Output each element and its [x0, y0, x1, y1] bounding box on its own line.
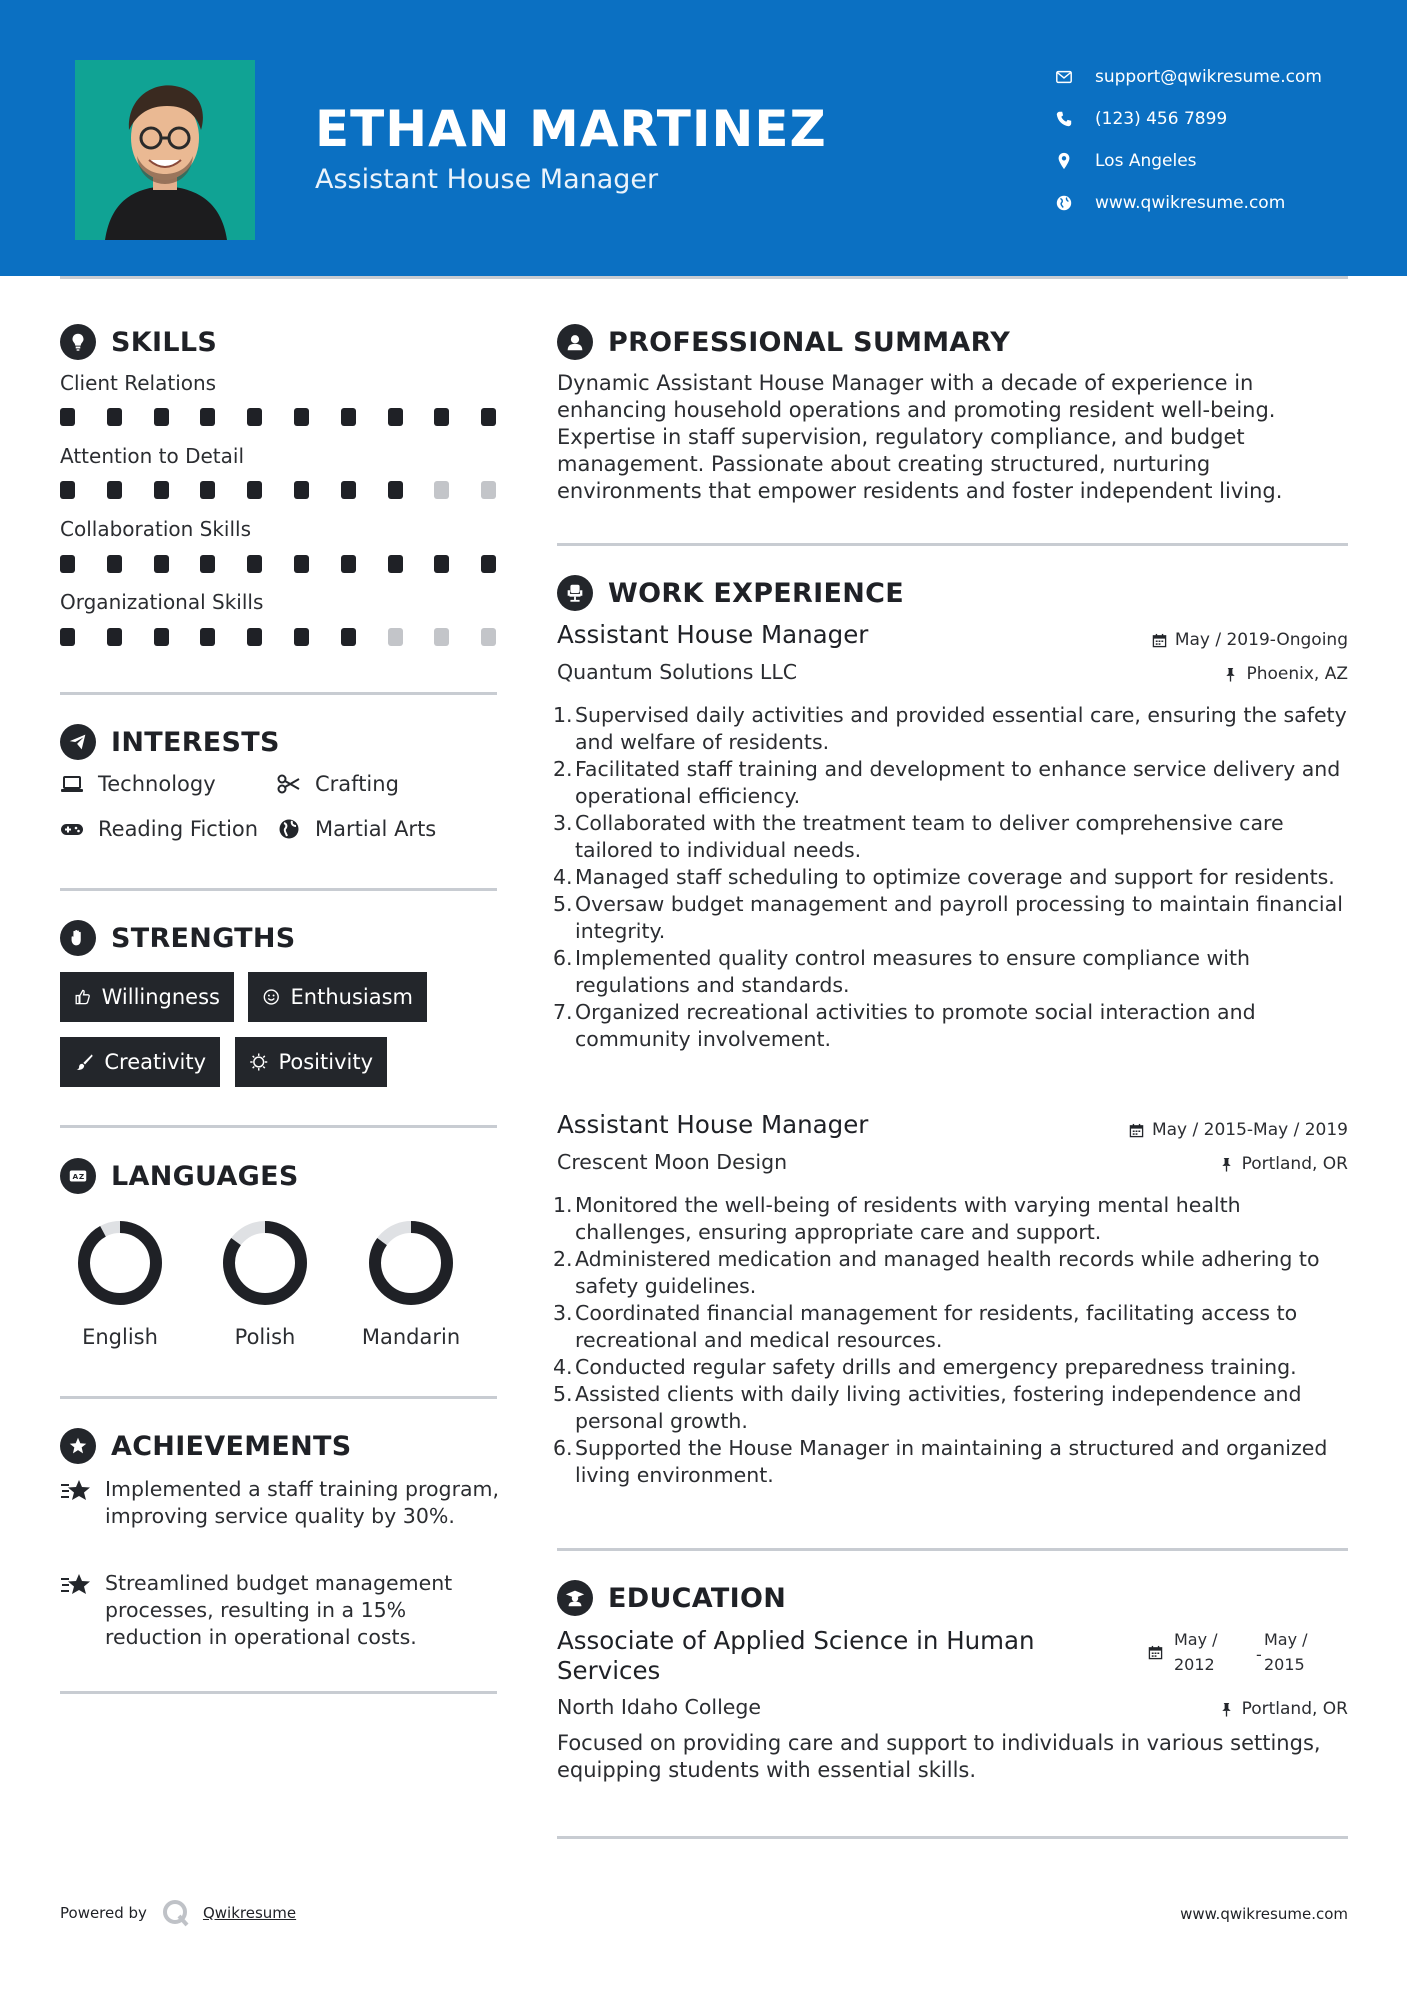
skill-dot-filled — [247, 555, 262, 573]
interest-label: Reading Fiction — [98, 817, 259, 841]
contact-phone[interactable] — [1055, 98, 1322, 140]
user-icon — [557, 324, 593, 360]
pushpin-icon — [1219, 1157, 1234, 1172]
translate-icon — [60, 1158, 96, 1194]
skill-dot-filled — [200, 628, 215, 646]
job-location — [1223, 664, 1348, 684]
language-rings — [60, 1215, 500, 1315]
languages-heading — [60, 1158, 299, 1194]
summary-title: PROFESSIONAL SUMMARY — [608, 326, 1011, 358]
education-start-year: 2012 — [1174, 1655, 1215, 1674]
map-pin-icon — [1055, 152, 1073, 170]
job-duties — [553, 702, 1357, 1053]
duty-item: 5. Oversaw budget management and payroll processing to maintain financial integrity. — [553, 892, 1343, 943]
star-badge-icon — [60, 1428, 96, 1464]
calendar-icon — [1129, 1123, 1144, 1138]
sun-icon — [249, 1051, 268, 1073]
strength-label: Creativity — [104, 1050, 206, 1074]
contact-email[interactable] — [1055, 56, 1322, 98]
skill-dot-filled — [434, 408, 449, 426]
education-end-year: 2015 — [1264, 1655, 1305, 1674]
duty-item: 7. Organized recreational activities to promote social interaction and community involvement. — [553, 1000, 1256, 1051]
interest-label: Crafting — [315, 772, 399, 796]
smile-icon — [262, 986, 281, 1008]
interests-title: INTERESTS — [111, 726, 280, 758]
contact-website[interactable] — [1055, 182, 1322, 224]
skill-dot-filled — [107, 628, 122, 646]
skill-dot-empty — [434, 481, 449, 499]
pushpin-icon — [1219, 1702, 1234, 1717]
graduate-icon — [557, 1580, 593, 1616]
paint-brush-icon — [74, 1051, 94, 1073]
skill-dot-filled — [200, 481, 215, 499]
job-date-text: May / 2015-May / 2019 — [1151, 1120, 1348, 1140]
skill-dot-filled — [60, 481, 75, 499]
contact-list — [1055, 56, 1322, 224]
interest-item — [277, 772, 399, 796]
section-divider — [60, 692, 497, 695]
language-ring-fill — [84, 1227, 156, 1299]
interests-heading — [60, 724, 280, 760]
language-label: Mandarin — [361, 1325, 461, 1349]
gamepad-icon — [60, 818, 84, 840]
section-divider — [60, 1125, 497, 1128]
globe-icon — [1055, 194, 1073, 212]
skill-dot-empty — [481, 628, 496, 646]
strength-chip — [60, 1037, 220, 1087]
achievements-title: ACHIEVEMENTS — [111, 1430, 352, 1462]
education-title: EDUCATION — [608, 1582, 787, 1614]
skill-dot-filled — [200, 408, 215, 426]
envelope-icon — [1055, 68, 1073, 86]
skills-heading — [60, 324, 217, 360]
svg-text:A: A — [72, 1172, 79, 1182]
section-divider — [60, 888, 497, 891]
star-icon — [60, 1572, 92, 1598]
candidate-name: ETHAN MARTINEZ — [315, 100, 827, 158]
duty-item: 5. Assisted clients with daily living activities, fostering independence and personal growth. — [553, 1382, 1302, 1433]
brand-link[interactable]: Qwikresume — [202, 1904, 297, 1922]
candidate-title: Assistant House Manager — [315, 164, 659, 195]
summary-heading — [557, 324, 1010, 360]
strengths-heading — [60, 920, 296, 956]
skill-rating — [60, 628, 500, 646]
skill-dot-filled — [60, 555, 75, 573]
school-name: North Idaho College — [557, 1695, 762, 1719]
skill-dot-filled — [247, 628, 262, 646]
contact-email-text: support@qwikresume.com — [1095, 67, 1322, 87]
duty-item: 4. Managed staff scheduling to optimize coverage and support for residents. — [553, 865, 1335, 889]
interest-item — [60, 817, 258, 841]
job-company: Crescent Moon Design — [557, 1150, 788, 1174]
scissors-icon — [277, 773, 301, 795]
pushpin-icon — [1223, 667, 1238, 682]
skill-dot-filled — [341, 555, 356, 573]
header-divider — [60, 276, 1348, 279]
skill-dot-filled — [341, 481, 356, 499]
section-divider — [557, 1836, 1348, 1839]
job-date — [1129, 1120, 1348, 1140]
language-label: English — [82, 1325, 158, 1349]
contact-location-text: Los Angeles — [1095, 151, 1197, 171]
calendar-icon — [1148, 1645, 1163, 1660]
job-title: Assistant House Manager — [557, 620, 869, 649]
hand-icon — [60, 920, 96, 956]
degree-title: Associate of Applied Science in Human Services — [557, 1626, 1035, 1685]
job-date-text: May / 2019-Ongoing — [1174, 630, 1348, 650]
skill-dot-filled — [294, 481, 309, 499]
skill-dot-filled — [388, 555, 403, 573]
skill-label: Collaboration Skills — [60, 517, 252, 541]
summary-text: Dynamic Assistant House Manager with a decade of experience in enhancing household operations and promoting resident well-being. Expertise in staff supervision, regulatory compliance, and budget management. Passionate about creating structured, nurturing environments that empower residents and foster independent living. — [557, 371, 1283, 503]
date-separator: - — [1256, 1645, 1262, 1664]
skill-dot-filled — [60, 408, 75, 426]
duty-item: 2. Facilitated staff training and development to enhance service delivery and operational efficiency. — [553, 757, 1341, 808]
qwikresume-logo-icon — [161, 1898, 191, 1928]
skill-dot-empty — [388, 628, 403, 646]
skill-dot-filled — [154, 628, 169, 646]
profile-photo — [75, 60, 255, 240]
experience-heading — [557, 575, 904, 611]
skill-dot-filled — [200, 555, 215, 573]
strength-chip — [235, 1037, 387, 1087]
section-divider — [60, 1691, 497, 1694]
laptop-icon — [60, 773, 84, 795]
skill-dot-filled — [247, 408, 262, 426]
skill-dot-empty — [481, 481, 496, 499]
job-company: Quantum Solutions LLC — [557, 660, 798, 684]
skill-dot-filled — [341, 408, 356, 426]
skill-dot-filled — [107, 481, 122, 499]
job-location-text: Portland, OR — [1241, 1154, 1348, 1174]
interest-label: Martial Arts — [315, 817, 437, 841]
section-divider — [557, 1548, 1348, 1551]
duty-item: 1. Monitored the well-being of residents with varying mental health challenges, ensuring appropriate care and support. — [553, 1193, 1241, 1244]
section-divider — [557, 543, 1348, 546]
education-start-month: May / — [1174, 1630, 1218, 1649]
skill-dot-filled — [481, 408, 496, 426]
interest-label: Technology — [98, 772, 216, 796]
duty-item: 4. Conducted regular safety drills and emergency preparedness training. — [553, 1355, 1297, 1379]
skill-label: Organizational Skills — [60, 590, 264, 614]
education-end-month: May / — [1264, 1630, 1308, 1649]
duty-item: 6. Supported the House Manager in maintaining a structured and organized living environment. — [553, 1436, 1328, 1487]
paper-plane-icon — [60, 724, 96, 760]
skill-rating — [60, 481, 500, 499]
duty-item: 6. Implemented quality control measures to ensure compliance with regulations and standards. — [553, 946, 1251, 997]
lightbulb-icon — [60, 324, 96, 360]
duty-item: 2. Administered medication and managed health records while adhering to safety guidelines. — [553, 1247, 1320, 1298]
skill-dot-filled — [434, 555, 449, 573]
achievement-item — [60, 1476, 500, 1530]
footer-branding — [60, 1898, 296, 1928]
skill-dot-filled — [388, 481, 403, 499]
duty-item: 3. Coordinated financial management for residents, facilitating access to recreational and medical resources. — [553, 1301, 1298, 1352]
star-icon — [60, 1478, 92, 1504]
skill-dot-filled — [294, 555, 309, 573]
skill-dot-filled — [481, 555, 496, 573]
strength-label: Positivity — [278, 1050, 373, 1074]
thumbs-up-icon — [74, 986, 92, 1008]
skill-dot-filled — [341, 628, 356, 646]
duty-item: 3. Collaborated with the treatment team to deliver comprehensive care tailored to individual needs. — [553, 811, 1284, 862]
interest-item — [60, 772, 216, 796]
strength-label: Enthusiasm — [290, 985, 413, 1009]
footer-website[interactable]: www.qwikresume.com — [1180, 1905, 1348, 1923]
skill-dot-filled — [388, 408, 403, 426]
skill-dot-empty — [434, 628, 449, 646]
languages-title: LANGUAGES — [111, 1160, 299, 1192]
skill-label: Attention to Detail — [60, 444, 245, 468]
skill-dot-filled — [294, 408, 309, 426]
strength-label: Willingness — [101, 985, 220, 1009]
education-location-text: Portland, OR — [1241, 1699, 1348, 1719]
phone-icon — [1055, 110, 1073, 128]
achievement-item — [60, 1570, 500, 1651]
job-title: Assistant House Manager — [557, 1110, 869, 1139]
skill-dot-filled — [60, 628, 75, 646]
education-heading — [557, 1580, 786, 1616]
language-label: Polish — [234, 1325, 296, 1349]
skill-dot-filled — [154, 555, 169, 573]
globe-icon — [277, 818, 301, 840]
job-duties — [553, 1192, 1357, 1489]
duty-item: 1. Supervised daily activities and provided essential care, ensuring the safety and welfare of residents. — [553, 703, 1347, 754]
contact-location — [1055, 140, 1322, 182]
powered-by-text: Powered by — [60, 1904, 147, 1922]
calendar-icon — [1152, 633, 1167, 648]
skill-rating — [60, 408, 500, 426]
contact-website-text: www.qwikresume.com — [1095, 193, 1286, 213]
svg-text:Z: Z — [78, 1172, 85, 1182]
strength-chip — [248, 972, 427, 1022]
education-location — [1219, 1699, 1348, 1719]
job-location — [1219, 1154, 1348, 1174]
achievements-heading — [60, 1428, 352, 1464]
achievement-text: Implemented a staff training program, improving service quality by 30%. — [105, 1477, 500, 1528]
skill-label: Client Relations — [60, 371, 217, 395]
skill-rating — [60, 555, 500, 573]
skill-dot-filled — [107, 408, 122, 426]
chair-icon — [557, 575, 593, 611]
interest-item — [277, 817, 436, 841]
skill-dot-filled — [247, 481, 262, 499]
job-date — [1152, 630, 1348, 650]
strength-chip — [60, 972, 234, 1022]
experience-title: WORK EXPERIENCE — [608, 577, 904, 609]
skills-title: SKILLS — [111, 326, 218, 358]
skill-dot-filled — [107, 555, 122, 573]
education-description: Focused on providing care and support to individuals in various settings, equipping students with essential skills. — [557, 1731, 1321, 1782]
header-banner — [0, 0, 1407, 276]
achievement-text: Streamlined budget management processes, resulting in a 15% reduction in operational costs. — [105, 1571, 453, 1649]
strengths-title: STRENGTHS — [111, 922, 296, 954]
contact-phone-text: (123) 456 7899 — [1095, 109, 1228, 129]
job-location-text: Phoenix, AZ — [1246, 664, 1348, 684]
skill-dot-filled — [154, 408, 169, 426]
skill-dot-filled — [154, 481, 169, 499]
section-divider — [60, 1396, 497, 1399]
skill-dot-filled — [294, 628, 309, 646]
